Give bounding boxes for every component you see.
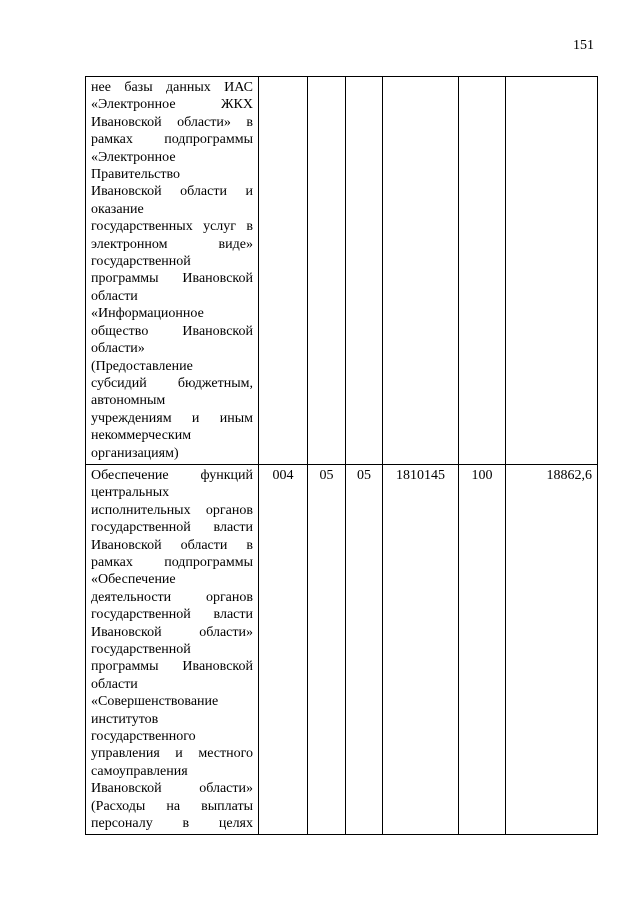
- description-line: автономным: [91, 393, 166, 409]
- description-line: (Предоставление: [91, 358, 193, 374]
- description-line: персоналу в целях: [91, 816, 253, 832]
- expense-type-cell: 100: [459, 464, 506, 835]
- description-line: «Обеспечение: [91, 572, 176, 588]
- description-line: управления и местного: [91, 746, 253, 762]
- section-code-cell: [308, 77, 346, 465]
- description-line: Ивановской области в: [91, 537, 253, 553]
- amount-cell: 18862,6: [506, 464, 598, 835]
- budget-table: [85, 76, 598, 835]
- description-line: учреждениям и иным: [91, 410, 253, 426]
- table-row: [86, 77, 598, 465]
- description-line: рамках подпрограммы: [91, 554, 253, 570]
- description-cell: [86, 77, 259, 465]
- description-line: программы Ивановской: [91, 659, 253, 675]
- description-line: Ивановской области»: [91, 624, 253, 640]
- target-article-cell: 1810145: [383, 464, 459, 835]
- description-line: оказание: [91, 201, 144, 217]
- section-code-cell: 05: [308, 464, 346, 835]
- description-line: области: [91, 288, 138, 304]
- description-line: «Совершенствование: [91, 694, 219, 710]
- description-line: государственной: [91, 254, 191, 270]
- description-line: государственной власти: [91, 607, 253, 623]
- subsection-code-cell: [346, 77, 383, 465]
- expense-type-cell: [459, 77, 506, 465]
- description-line: рамках подпрограммы: [91, 132, 253, 148]
- description-line: (Расходы на выплаты: [91, 798, 253, 814]
- description-line: исполнительных органов: [91, 502, 253, 518]
- description-line: центральных: [91, 485, 170, 501]
- description-line: субсидий бюджетным,: [91, 375, 253, 391]
- description-line: «Электронное ЖКХ: [91, 97, 253, 113]
- description-line: государственной власти: [91, 520, 253, 536]
- description-line: электронном виде»: [91, 236, 253, 252]
- description-line: деятельности органов: [91, 589, 253, 605]
- description-line: институтов: [91, 711, 159, 727]
- description-line: Правительство: [91, 167, 180, 183]
- description-line: государственного: [91, 729, 196, 745]
- description-line: самоуправления: [91, 763, 188, 779]
- description-line: программы Ивановской: [91, 271, 253, 287]
- table-row: [86, 464, 598, 835]
- description-line: Ивановской области» в: [91, 114, 253, 130]
- description-line: «Информационное: [91, 306, 204, 322]
- subsection-code-cell: 05: [346, 464, 383, 835]
- table-body: [86, 77, 598, 835]
- description-line: организациям): [91, 445, 179, 461]
- description-line: общество Ивановской: [91, 323, 253, 339]
- description-line: государственной: [91, 642, 191, 657]
- description-line: Ивановской области»: [91, 781, 253, 797]
- description-line: Обеспечение функций: [91, 467, 253, 483]
- description-line: области: [91, 676, 138, 692]
- ministry-code-cell: [259, 77, 308, 465]
- description-line: нее базы данных ИАС: [91, 80, 253, 95]
- description-line: «Электронное: [91, 149, 176, 165]
- description-line: Ивановской области и: [91, 184, 253, 200]
- target-article-cell: [383, 77, 459, 465]
- page-number: 151: [573, 38, 594, 53]
- description-line: области»: [91, 341, 145, 357]
- ministry-code-cell: 004: [259, 464, 308, 835]
- description-line: некоммерческим: [91, 428, 192, 444]
- amount-cell: [506, 77, 598, 465]
- description-cell: [86, 464, 259, 835]
- description-line: государственных услуг в: [91, 219, 253, 235]
